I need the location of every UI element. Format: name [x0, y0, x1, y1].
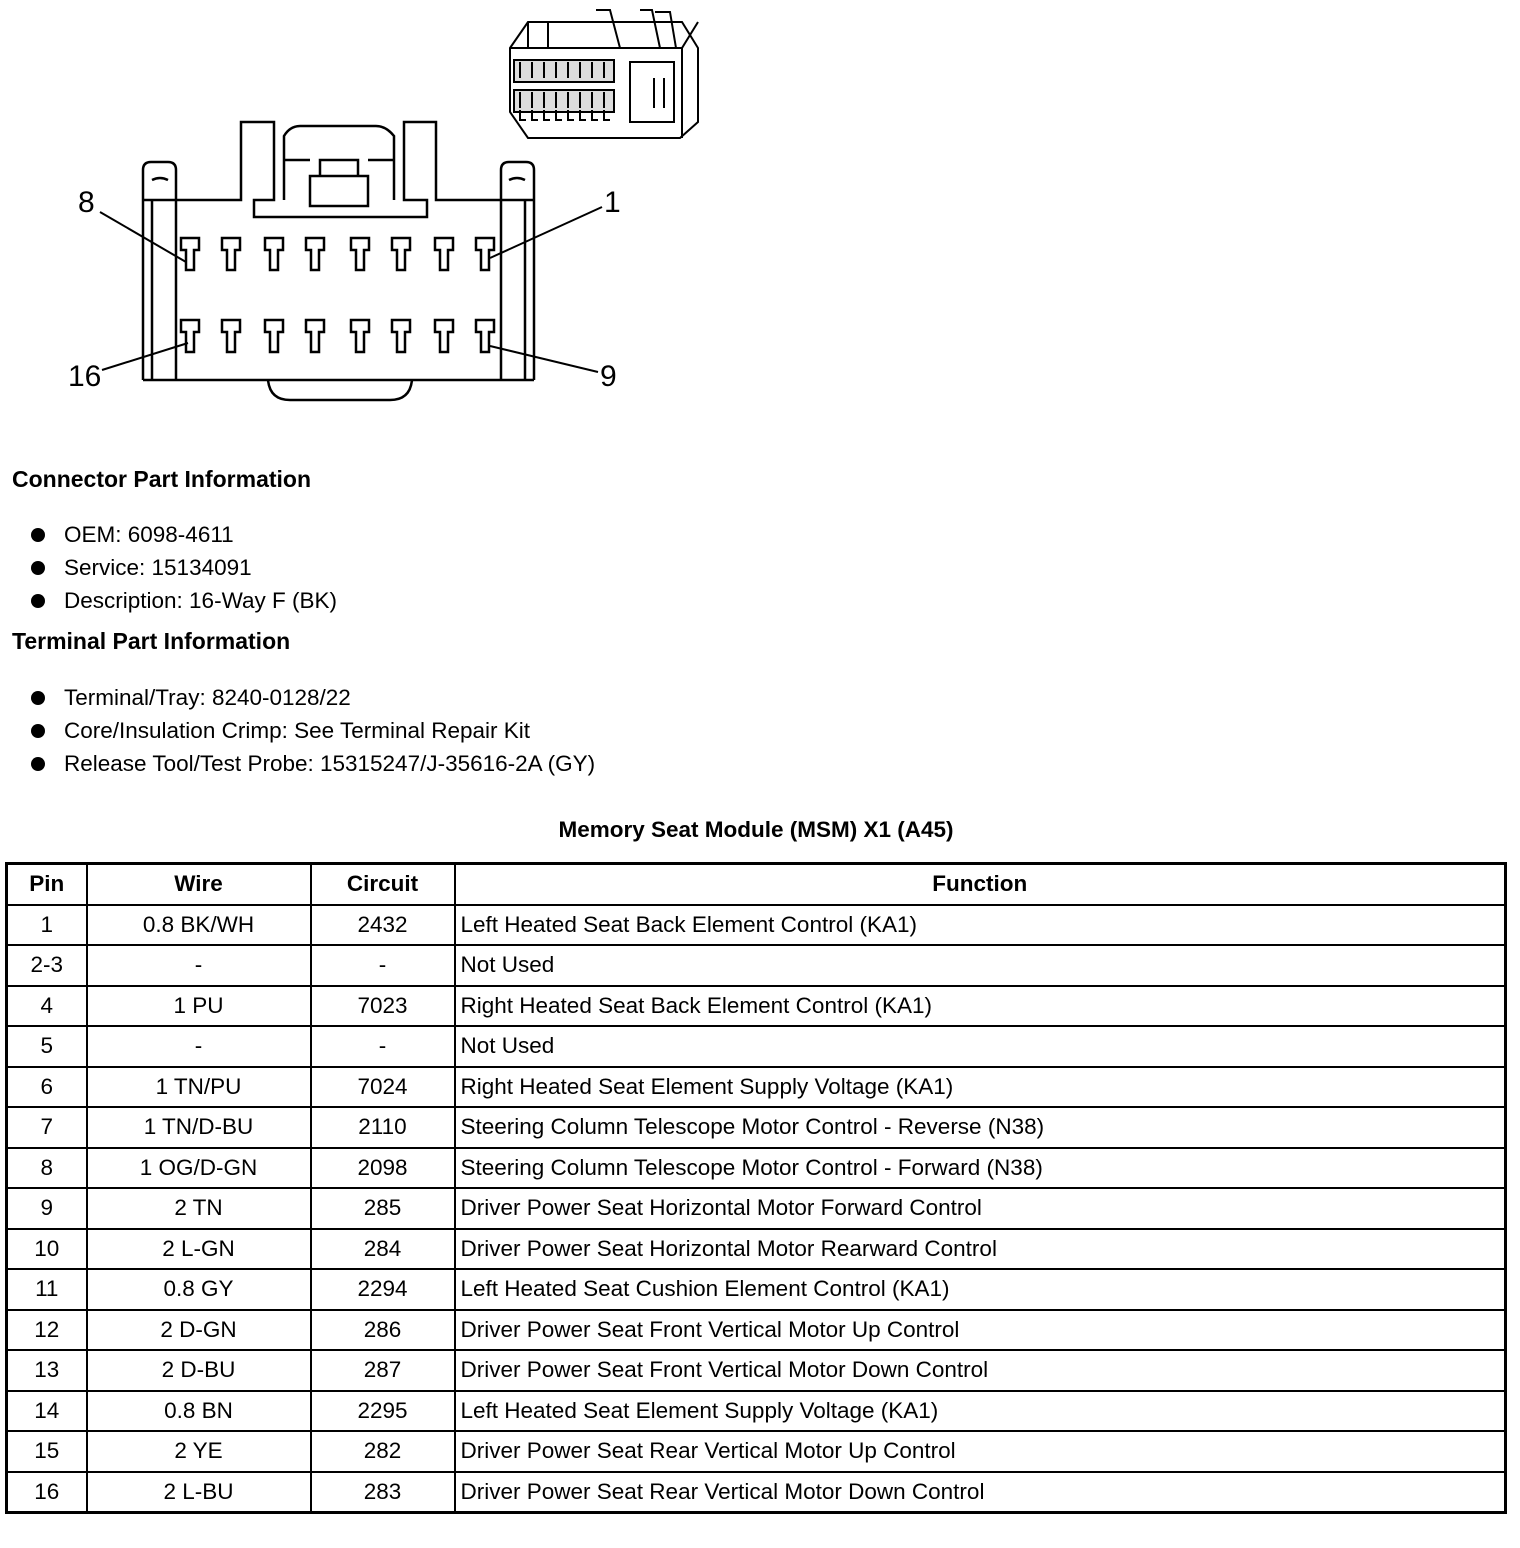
- column-header-function: Function: [455, 864, 1506, 905]
- terminal-info-heading: Terminal Part Information: [12, 628, 291, 654]
- wire-cell: 1 TN/PU: [87, 1067, 311, 1108]
- circuit-cell: 285: [311, 1188, 455, 1229]
- circuit-cell: 287: [311, 1350, 455, 1391]
- circuit-cell: 2432: [311, 905, 455, 946]
- list-item: Service: 15134091: [28, 551, 337, 584]
- circuit-cell: 2294: [311, 1269, 455, 1310]
- table-row: [7, 986, 1506, 1027]
- pin-cell: 8: [7, 1148, 87, 1189]
- circuit-cell: 286: [311, 1310, 455, 1351]
- pin-cell: 6: [7, 1067, 87, 1108]
- circuit-cell: 2098: [311, 1148, 455, 1189]
- pin-cell: 12: [7, 1310, 87, 1351]
- wire-cell: 0.8 GY: [87, 1269, 311, 1310]
- column-header-circuit: Circuit: [311, 864, 455, 905]
- table-row: [7, 945, 1506, 986]
- function-cell: Not Used: [455, 945, 1506, 986]
- pin-cell: 5: [7, 1026, 87, 1067]
- table-row: [7, 1067, 1506, 1108]
- table-row: [7, 905, 1506, 946]
- circuit-cell: 282: [311, 1431, 455, 1472]
- list-item: Core/Insulation Crimp: See Terminal Repair Kit: [28, 714, 595, 747]
- pin-cell: 4: [7, 986, 87, 1027]
- table-row: [7, 1026, 1506, 1067]
- connector-face-view: [143, 122, 534, 400]
- connector-3d-view: [510, 10, 698, 138]
- function-cell: Driver Power Seat Front Vertical Motor Up Control: [455, 1310, 1506, 1351]
- pin-label-16: 16: [68, 360, 102, 393]
- pin-cell: 9: [7, 1188, 87, 1229]
- pin-label-8: 8: [78, 186, 95, 219]
- pin-cell: 11: [7, 1269, 87, 1310]
- pin-cell: 16: [7, 1472, 87, 1513]
- function-cell: Right Heated Seat Element Supply Voltage (KA1): [455, 1067, 1506, 1108]
- function-cell: Driver Power Seat Front Vertical Motor Down Control: [455, 1350, 1506, 1391]
- terminal-cavities: [181, 238, 494, 352]
- table-row: [7, 1269, 1506, 1310]
- terminal-info-list: [28, 681, 595, 780]
- wire-cell: 2 TN: [87, 1188, 311, 1229]
- table-body: [7, 905, 1506, 1513]
- bullet-icon: [31, 757, 45, 771]
- circuit-cell: 283: [311, 1472, 455, 1513]
- pin-label-9: 9: [600, 360, 617, 393]
- connector-diagram: [0, 0, 760, 420]
- wire-cell: 0.8 BK/WH: [87, 905, 311, 946]
- circuit-cell: 284: [311, 1229, 455, 1270]
- table-title: Memory Seat Module (MSM) X1 (A45): [558, 817, 954, 842]
- pin-cell: 7: [7, 1107, 87, 1148]
- function-cell: Left Heated Seat Element Supply Voltage (KA1): [455, 1391, 1506, 1432]
- pin-label-1: 1: [604, 186, 621, 219]
- table-row: [7, 1310, 1506, 1351]
- list-item: Terminal/Tray: 8240-0128/22: [28, 681, 595, 714]
- table-row: [7, 1472, 1506, 1513]
- wire-cell: 1 OG/D-GN: [87, 1148, 311, 1189]
- connector-info-heading: Connector Part Information: [12, 466, 312, 492]
- table-row: [7, 1148, 1506, 1189]
- pin-cell: 2-3: [7, 945, 87, 986]
- function-cell: Driver Power Seat Rear Vertical Motor Up Control: [455, 1431, 1506, 1472]
- function-cell: Driver Power Seat Horizontal Motor Forward Control: [455, 1188, 1506, 1229]
- circuit-cell: -: [311, 945, 455, 986]
- pin-cell: 1: [7, 905, 87, 946]
- column-header-pin: Pin: [7, 864, 87, 905]
- pin-cell: 13: [7, 1350, 87, 1391]
- function-cell: Right Heated Seat Back Element Control (KA1): [455, 986, 1506, 1027]
- wire-cell: 2 YE: [87, 1431, 311, 1472]
- bullet-icon: [31, 691, 45, 705]
- function-cell: Not Used: [455, 1026, 1506, 1067]
- bullet-icon: [31, 528, 45, 542]
- circuit-cell: 7024: [311, 1067, 455, 1108]
- pin-cell: 15: [7, 1431, 87, 1472]
- wire-cell: 2 L-BU: [87, 1472, 311, 1513]
- pinout-table: [5, 862, 1507, 1514]
- function-cell: Steering Column Telescope Motor Control - Forward (N38): [455, 1148, 1506, 1189]
- wire-cell: 2 D-GN: [87, 1310, 311, 1351]
- function-cell: Driver Power Seat Horizontal Motor Rearward Control: [455, 1229, 1506, 1270]
- bullet-icon: [31, 594, 45, 608]
- function-cell: Driver Power Seat Rear Vertical Motor Down Control: [455, 1472, 1506, 1513]
- list-item: Description: 16-Way F (BK): [28, 584, 337, 617]
- table-row: [7, 1229, 1506, 1270]
- list-item: OEM: 6098-4611: [28, 518, 337, 551]
- list-item: Release Tool/Test Probe: 15315247/J-35616-2A (GY): [28, 747, 595, 780]
- wire-cell: 2 D-BU: [87, 1350, 311, 1391]
- wire-cell: 0.8 BN: [87, 1391, 311, 1432]
- pin-cell: 14: [7, 1391, 87, 1432]
- connector-info-list: [28, 518, 337, 617]
- circuit-cell: -: [311, 1026, 455, 1067]
- column-header-wire: Wire: [87, 864, 311, 905]
- table-row: [7, 1431, 1506, 1472]
- circuit-cell: 2110: [311, 1107, 455, 1148]
- table-row: [7, 1350, 1506, 1391]
- table-row: [7, 1188, 1506, 1229]
- table-header-row: [7, 864, 1506, 905]
- pin-cell: 10: [7, 1229, 87, 1270]
- function-cell: Left Heated Seat Cushion Element Control (KA1): [455, 1269, 1506, 1310]
- table-row: [7, 1107, 1506, 1148]
- circuit-cell: 7023: [311, 986, 455, 1027]
- function-cell: Steering Column Telescope Motor Control - Reverse (N38): [455, 1107, 1506, 1148]
- bullet-icon: [31, 561, 45, 575]
- table-row: [7, 1391, 1506, 1432]
- circuit-cell: 2295: [311, 1391, 455, 1432]
- wire-cell: -: [87, 1026, 311, 1067]
- wire-cell: 1 TN/D-BU: [87, 1107, 311, 1148]
- wire-cell: -: [87, 945, 311, 986]
- wire-cell: 1 PU: [87, 986, 311, 1027]
- bullet-icon: [31, 724, 45, 738]
- function-cell: Left Heated Seat Back Element Control (KA1): [455, 905, 1506, 946]
- wire-cell: 2 L-GN: [87, 1229, 311, 1270]
